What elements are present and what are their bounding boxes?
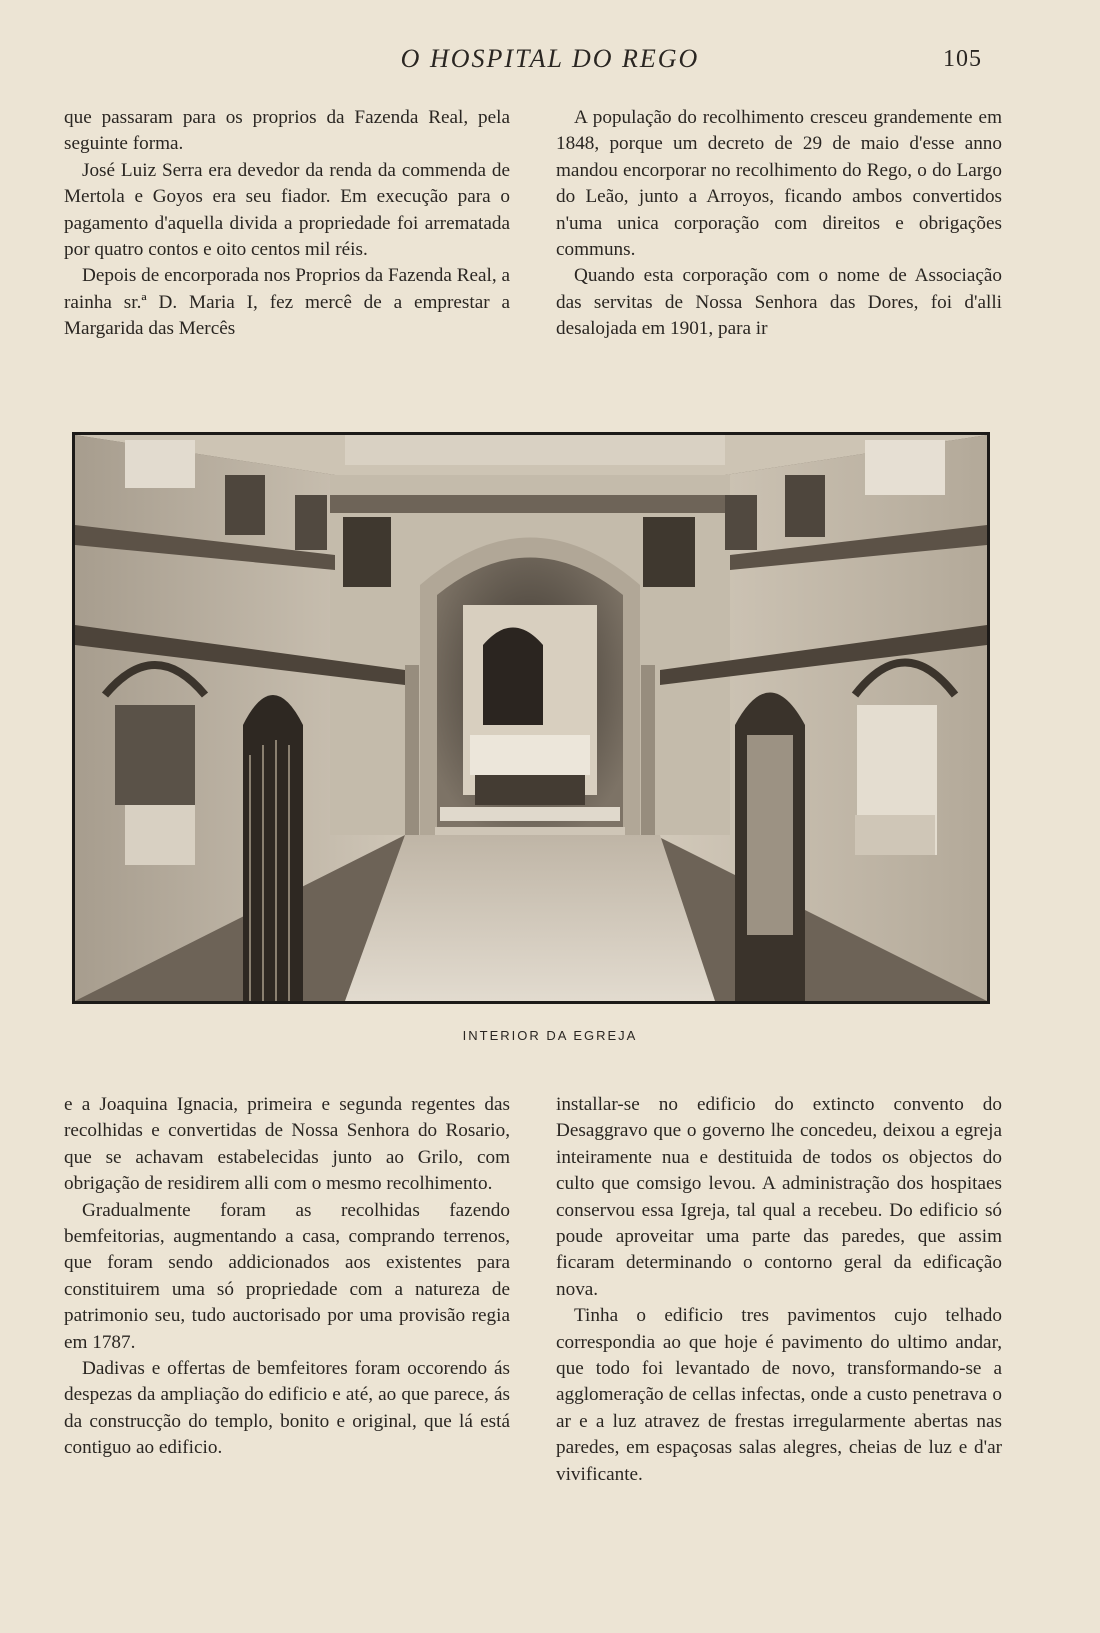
text-column-bottom-left — [64, 1092, 510, 1462]
paragraph: Quando esta corporação com o nome de Associação das servitas de Nossa Senhora das Dores, foi d'alli desalojada em 1901, para ir — [556, 265, 1002, 340]
church-interior-photo — [72, 432, 990, 1004]
running-title: O HOSPITAL DO REGO — [400, 44, 700, 73]
paragraph: Depois de encorporada nos Proprios da Fazenda Real, a rainha sr.ª D. Maria I, fez mercê de a emprestar a Margarida das Mercês — [64, 265, 510, 340]
paragraph: e a Joaquina Ignacia, primeira e segunda regentes das recolhidas e convertidas de Nossa Senhora do Rosario, que se achavam estabelecidas junto ao Grilo, com obrigação de residirem alli com o mesmo recolhimento. — [64, 1094, 510, 1195]
paragraph: José Luiz Serra era devedor da renda da commenda de Mertola e Goyos era seu fiador. Em execução para o pagamento d'aquella divida a propriedade foi arrematada por quatro contos e oito centos mil réis. — [64, 159, 510, 261]
text-column-top-right — [556, 105, 1002, 343]
text-column-bottom-right — [556, 1092, 1002, 1488]
paragraph: A população do recolhimento cresceu grandemente em 1848, porque um decreto de 29 de maio d'esse anno mandou encorporar no recolhimento do Rego, o do Largo do Leão, junto a Arroyos, ficando ambos convertidos n'uma unica corporação com direitos e obrigações communs. — [556, 107, 1002, 261]
text-column-top-left — [64, 105, 510, 343]
figure-caption: INTERIOR DA EGREJA — [462, 1028, 638, 1043]
paragraph: que passaram para os proprios da Fazenda Real, pela seguinte forma. — [64, 107, 510, 155]
running-header — [0, 44, 1100, 84]
page-number: 105 — [943, 46, 982, 72]
paragraph: Dadivas e offertas de bemfeitores foram occorendo ás despezas da ampliação do edificio e até, ao que parece, ás da construcção do templo, bonito e original, que lá está contiguo ao edificio. — [64, 1358, 510, 1459]
paragraph: Tinha o edificio tres pavimentos cujo telhado correspondia ao que hoje é pavimento do ultimo andar, que todo foi levantado de novo, transformando-se a agglomeração de cellas infectas, onde a custo penetrava o ar e a luz atravez de frestas irregularmente abertas nas paredes, em espaçosas salas alegres, cheias de luz e d'ar vivificante. — [556, 1305, 1002, 1485]
paragraph: installar-se no edificio do extincto convento do Desaggravo que o governo lhe concedeu, deixou a egreja inteiramente nua e destituida de todos os objectos do culto que comsigo levou. A administração dos hospitaes conservou essa Igreja, tal qual a recebeu. Do edificio só poude aproveitar uma parte das paredes, que assim ficaram determinando o contorno geral da edificação nova. — [556, 1094, 1002, 1300]
paragraph: Gradualmente foram as recolhidas fazendo bemfeitorias, augmentando a casa, comprando terrenos, que foram sendo addicionados aos existentes para constituirem uma só propriedade com a natureza de patrimonio seu, tudo auctorisado por uma provisão regia em 1787. — [64, 1199, 510, 1353]
